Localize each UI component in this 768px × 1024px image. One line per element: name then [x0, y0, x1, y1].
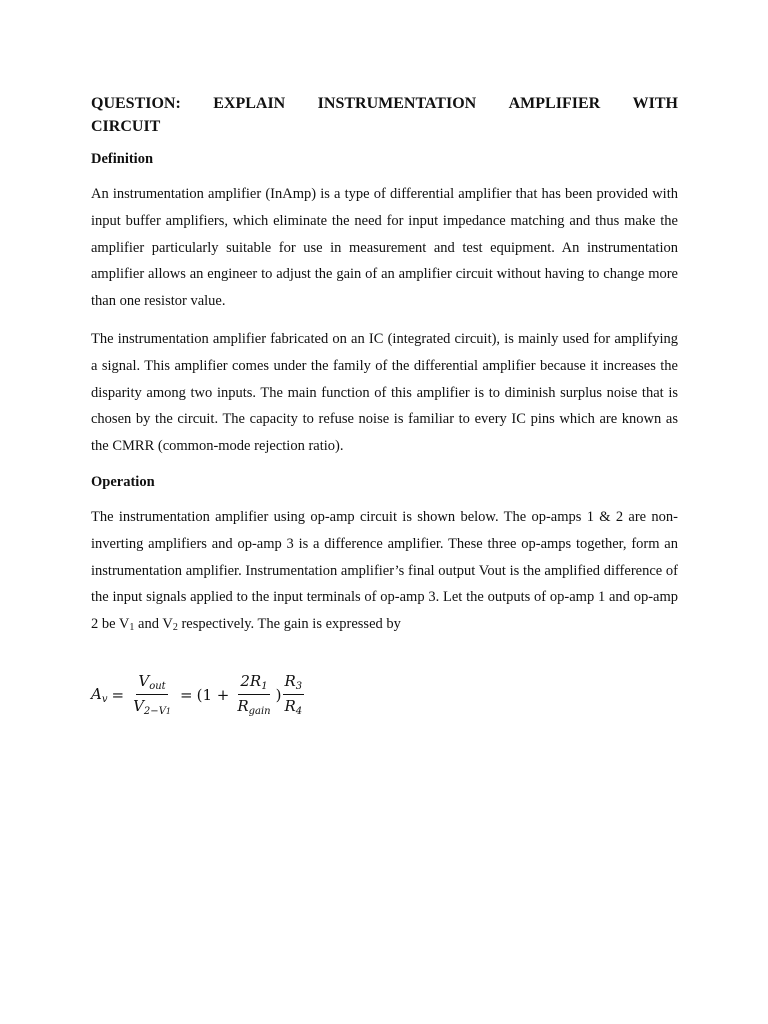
operation-text-start: The instrumentation amplifier using op-amp circuit is shown below. The op-amps 1 & 2 are non-inverting amplifiers and op-amp 3 is a difference amplifier. These three op-amps together, form an instrumentation amplifier. Instrumentation amplifier’s final output Vout is the amplified difference of the input signals applied to the input terminals of op-amp 3. Let the outputs of op-amp 1 and op-amp 2 be V [91, 508, 678, 633]
formula-lhs-sub: v [101, 693, 108, 705]
formula-lhs [91, 685, 108, 705]
definition-paragraph-2: The instrumentation amplifier fabricated on an IC (integrated circuit), is mainly used for amplifying a signal. This amplifier comes under the family of the differential amplifier because it increases the disparity among two inputs. The main function of this amplifier is to diminish surplus noise that is chosen by the circuit. The capacity to refuse noise is familiar to every IC pins which are known as the CMRR (common-mode rejection ratio). [91, 330, 678, 455]
num3-main: R [284, 672, 296, 690]
subscript-2: 2 [172, 622, 178, 634]
subscript-1: 1 [129, 622, 135, 634]
formula-lhs-main: A [91, 684, 102, 703]
den1-b-sub: 1 [165, 707, 172, 716]
den2-main: R [237, 697, 249, 715]
fraction-3-denominator [283, 695, 305, 717]
den2-sub: gain [248, 706, 271, 717]
fraction-2r1-over-rgain [235, 672, 272, 717]
fraction-1-numerator [136, 672, 167, 695]
title-line-1 [91, 92, 678, 115]
operation-paragraph [91, 504, 678, 638]
title-word: WITH [632, 95, 678, 112]
formula-close-paren: ) [275, 685, 282, 704]
num1-main: V [138, 672, 150, 690]
fraction-2-denominator [235, 695, 272, 717]
fraction-2-numerator [238, 672, 269, 695]
num3-sub: 3 [295, 681, 303, 692]
title-word: QUESTION: [91, 95, 181, 112]
title-word: EXPLAIN [213, 95, 286, 112]
den1-a-sub: 2 [143, 706, 151, 717]
definition-paragraph-1: An instrumentation amplifier (InAmp) is a type of differential amplifier that has been provided with input buffer amplifiers, which eliminate the need for input impedance matching and thus make the amplifier particularly suitable for use in measurement and test equipment. An instrumentation amplifier allows an engineer to adjust the gain of an amplifier circuit without having to change more than one resistor value. [91, 186, 678, 310]
den1-minus: − [150, 706, 159, 717]
question-title [91, 92, 678, 138]
definition-heading: Definition [91, 151, 154, 167]
title-word: INSTRUMENTATION [317, 95, 477, 112]
fraction-r3-over-r4 [283, 672, 305, 717]
gain-formula [91, 672, 307, 717]
operation-heading: Operation [91, 473, 155, 490]
num2-main: 2R [240, 672, 262, 690]
formula-equals-2: = [180, 685, 193, 704]
num2-sub: 1 [261, 681, 268, 692]
title-line-2: CIRCUIT [91, 118, 161, 135]
title-word: AMPLIFIER [508, 95, 601, 112]
fraction-1-denominator [131, 695, 173, 717]
num1-sub: out [149, 681, 166, 692]
den1-b: V [158, 706, 166, 717]
fraction-vout-over-vdiff [131, 672, 173, 717]
den3-sub: 4 [295, 706, 303, 717]
den3-main: R [284, 697, 296, 715]
operation-text-mid: and V [134, 616, 173, 633]
den1-a: V [133, 697, 144, 715]
document-page [91, 92, 678, 638]
fraction-3-numerator [283, 672, 305, 695]
operation-text-end: respectively. The gain is expressed by [177, 616, 401, 633]
formula-open-paren: (1 + [196, 685, 230, 704]
formula-equals-1: = [111, 685, 125, 704]
